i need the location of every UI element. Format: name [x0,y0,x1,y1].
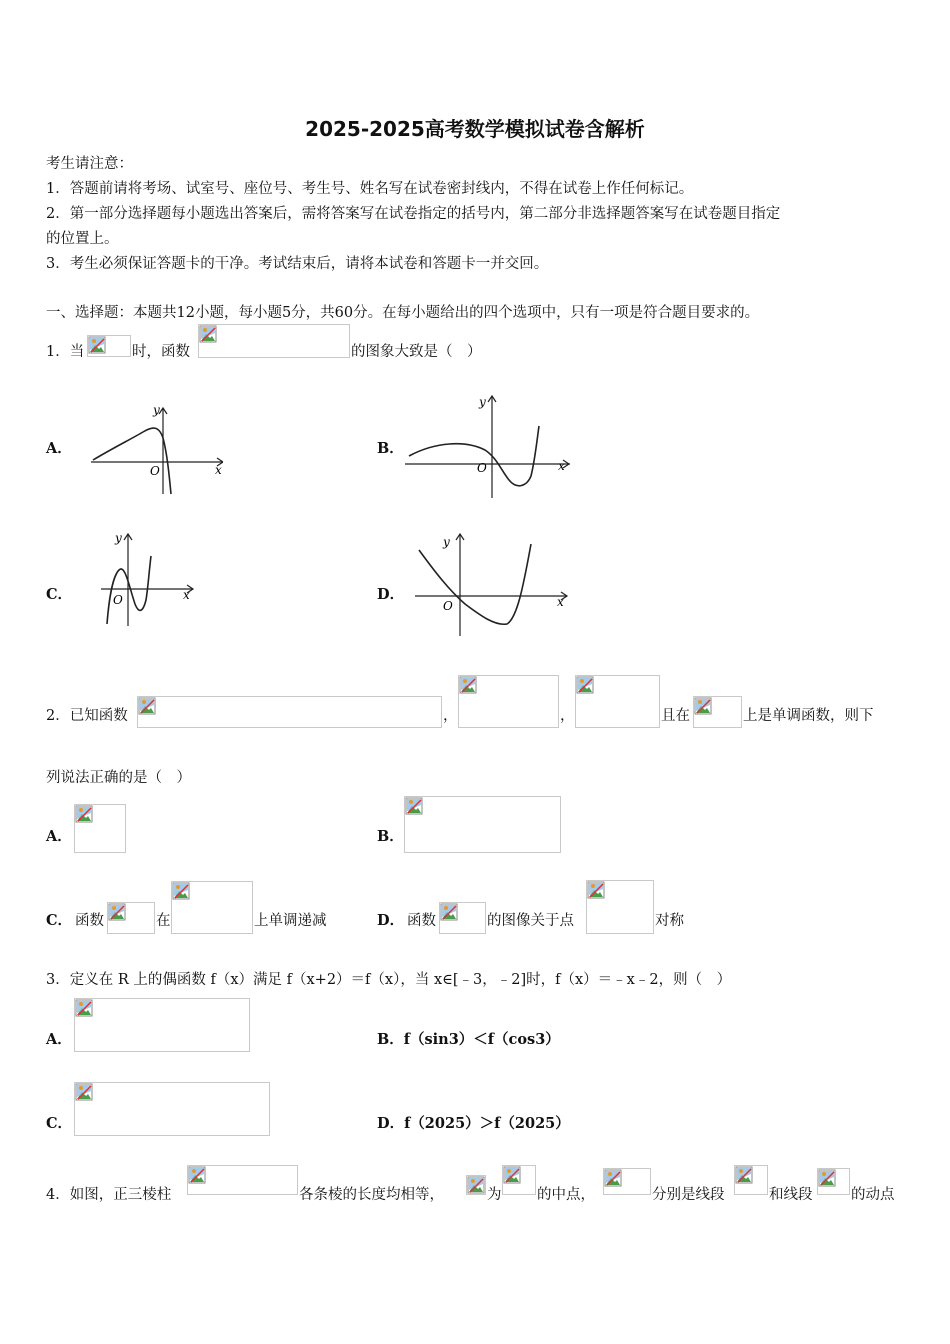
notice-heading: 考生请注意： [46,156,133,172]
broken-image-icon [576,676,594,694]
broken-image [87,335,131,357]
q1-d-y-label: y [443,535,450,549]
page-title: 2025-2025高考数学模拟试卷含解析 [305,117,645,141]
broken-image [187,1165,298,1195]
q1-graph-d [405,528,570,638]
q3-option-d: D．f（2025）＞f（2025） [377,1115,570,1132]
q2-option-a-label: A． [46,828,72,845]
broken-image [74,1082,270,1136]
q2-number: 2．已知函数 [46,708,128,724]
q2-text-2: 上是单调函数，则下 [743,708,874,724]
q1-d-x-label: x [557,595,564,609]
broken-image-icon [503,1166,521,1184]
q1-number: 1．当 [46,344,85,360]
broken-image [171,881,253,934]
q2-option-d-label: D． [377,912,405,929]
broken-image [586,880,654,934]
broken-image-icon [818,1169,836,1187]
q2-comma-2: ， [560,708,575,724]
q2-option-c-label: C． [46,912,73,929]
q1-graph-b [405,390,570,500]
q1-d-origin-label: O [443,599,453,613]
q2-option-d-text-1: 函数 [407,913,436,929]
q3-option-b: B．f（sin3）＜f（cos3） [377,1031,560,1048]
broken-image [107,902,155,934]
broken-image-icon [75,999,93,1017]
broken-image-icon [467,1176,485,1194]
broken-image [817,1168,850,1195]
q2-option-c-text-2: 在 [156,913,171,929]
broken-image [466,1175,486,1195]
q4-number: 4．如图，正三棱柱 [46,1187,172,1203]
q2-text-3: 列说法正确的是（ ） [46,770,191,786]
broken-image-icon [405,797,423,815]
broken-image [502,1165,536,1195]
q4-text-6: 的动点 [851,1187,895,1203]
broken-image [575,675,660,728]
broken-image-icon [604,1169,622,1187]
q1-c-x-label: x [183,588,190,602]
q1-a-x-label: x [215,463,222,477]
q1-b-x-label: x [558,459,565,473]
broken-image-icon [188,1166,206,1184]
broken-image [439,902,486,934]
q2-option-c-text-1: 函数 [75,913,104,929]
broken-image-icon [735,1166,753,1184]
q3-option-c-label: C． [46,1115,73,1132]
q1-b-origin-label: O [477,461,487,475]
q2-option-d-text-3: 对称 [655,913,684,929]
broken-image [74,998,250,1052]
section-heading: 一、选择题：本题共12小题，每小题5分，共60分。在每小题给出的四个选项中，只有一项是符合题目要求的。 [46,305,760,321]
broken-image [603,1168,651,1195]
q2-option-d-text-2: 的图像关于点 [487,913,574,929]
q1-option-d-label: D． [377,586,405,603]
broken-image-icon [459,676,477,694]
broken-image-icon [138,697,156,715]
q1-graph-a [73,398,223,496]
broken-image [693,696,742,728]
notice-item-2: 2．第一部分选择题每小题选出答案后，需将答案写在试卷指定的括号内，第二部分非选择题答案写在试卷题目指定 [46,206,781,222]
broken-image-icon [199,325,217,343]
q4-text-1: 各条棱的长度均相等， [299,1187,444,1203]
q1-text-1: 时，函数 [132,344,190,360]
q1-graph-c [73,528,198,628]
q1-option-c-label: C． [46,586,73,603]
q2-comma-1: ， [443,708,458,724]
q1-b-y-label: y [479,395,486,409]
q2-text-1: 且在 [661,708,690,724]
broken-image-icon [694,697,712,715]
broken-image [458,675,559,728]
broken-image-icon [75,1083,93,1101]
broken-image-icon [88,336,106,354]
broken-image [404,796,561,853]
notice-item-1: 1．答题前请将考场、试室号、座位号、考生号、姓名写在试卷密封线内，不得在试卷上作任何标记。 [46,181,694,197]
broken-image [198,324,350,358]
broken-image-icon [587,881,605,899]
q4-text-4: 分别是线段 [652,1187,725,1203]
broken-image [137,696,442,728]
q1-option-b-label: B． [377,440,404,457]
q1-c-origin-label: O [113,593,123,607]
q3-stem: 3．定义在 R 上的偶函数 f（x）满足 f（x+2）＝f（x），当 x∈[﹣3，﹣2]时，f（x）＝﹣x﹣2，则（ ） [46,972,732,988]
broken-image-icon [75,805,93,823]
broken-image [734,1165,768,1195]
q4-text-2: 为 [487,1187,502,1203]
q2-option-c-text-3: 上单调递减 [254,913,327,929]
q4-text-3: 的中点， [537,1187,595,1203]
broken-image-icon [440,903,458,921]
notice-item-2-cont: 的位置上。 [46,231,119,247]
q1-a-origin-label: O [150,464,160,478]
broken-image [74,804,126,853]
q1-c-y-label: y [115,531,122,545]
q1-text-2: 的图象大致是（ ） [351,344,482,360]
q1-option-a-label: A． [46,440,72,457]
q1-a-y-label: y [153,403,160,417]
notice-item-3: 3．考生必须保证答题卡的干净。考试结束后，请将本试卷和答题卡一并交回。 [46,256,549,272]
broken-image-icon [108,903,126,921]
broken-image-icon [172,882,190,900]
q3-option-a-label: A． [46,1031,72,1048]
q2-option-b-label: B． [377,828,404,845]
q4-text-5: 和线段 [769,1187,813,1203]
